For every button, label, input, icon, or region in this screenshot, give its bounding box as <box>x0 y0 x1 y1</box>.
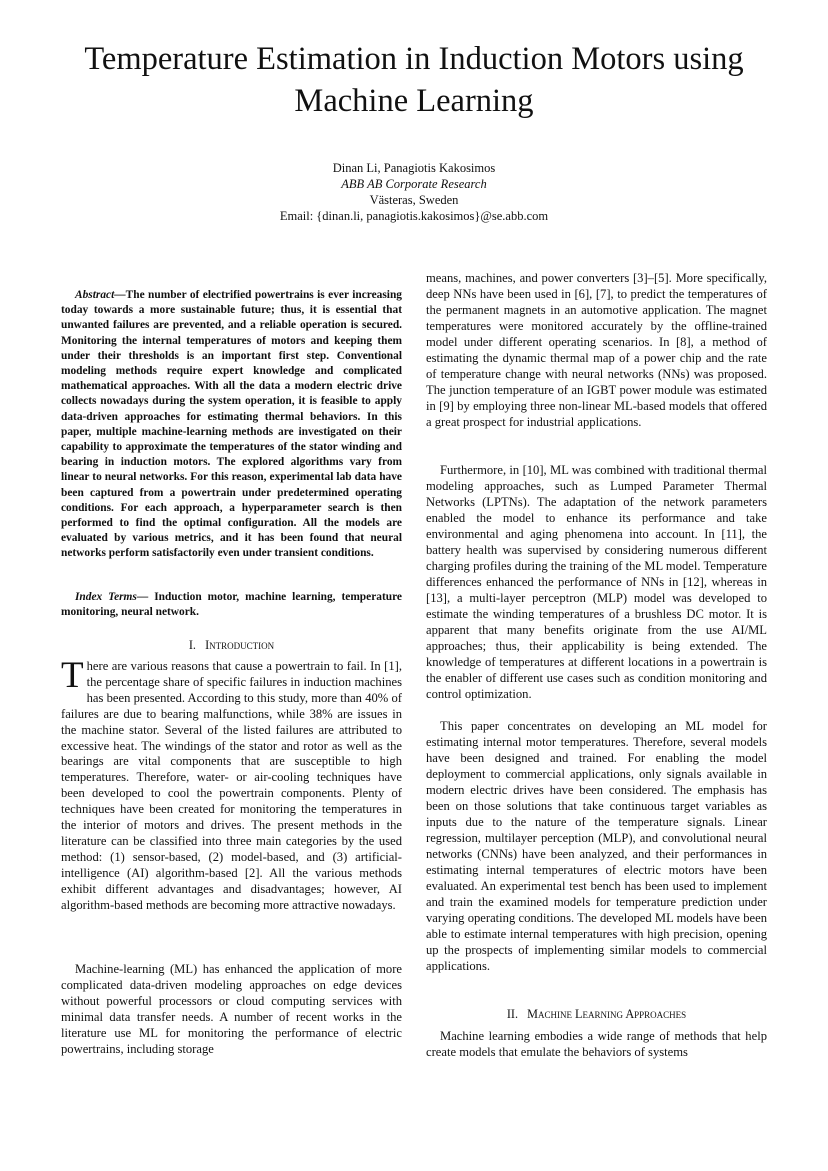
index-terms-text: Induction motor, machine learning, temperature monitoring, neural network. <box>61 591 402 619</box>
author-names: Dinan Li, Panagiotis Kakosimos <box>332 161 496 175</box>
section-number: II. <box>506 1007 518 1021</box>
section-number: I. <box>188 638 196 652</box>
section-title: Machine Learning Approaches <box>527 1007 687 1021</box>
abstract <box>61 288 402 562</box>
author-location: Västeras, Sweden <box>369 193 459 207</box>
index-terms-label: Index Terms— <box>75 591 149 603</box>
intro-paragraph-3: Furthermore, in [10], ML was combined with traditional thermal modeling approaches, such as Lumped Parameter Thermal Networks (LPTNs). The adaptation of the network parameters enabled the model to enhance its performance and take environmental and aging phenomena into account. In [11], the battery health was supervised by considering numerous different charging profiles during the training of the ML model. Temperature differences enhanced the performance of NNs in [12], whereas in [13], a multi-layer perceptron (MLP) model was developed to estimate the winding temperatures of a brushless DC motor. It is apparent that many benefits originate from the use AI/ML approaches; thus, their applicability is being extended. The knowledge of temperatures at different locations in a powertrain is the enabler of different use cases such as condition monitoring and control optimization. <box>426 463 767 701</box>
section-heading-introduction <box>61 637 402 653</box>
intro-paragraph-1 <box>61 655 402 914</box>
ml-paragraph-1: Machine learning embodies a wide range of methods that help create models that emulate the behaviors of systems <box>426 1029 767 1059</box>
section-title: Introduction <box>205 638 275 652</box>
intro-paragraph-1-text: here are various reasons that cause a powertrain to fail. In [1], the percentage share of specific failures in induction machines has been presented. According to this study, more than 40% of failures are due to bearing malfunctions, while 38% are issues in the machine stator. Several of the listed failures are attributed to excessive heat. The windings of the stator and rotor as well as the bearings are vital components that are susceptible to high temperatures. Therefore, water- or air-cooling techniques have been developed to cool the powertrain components. Plenty of techniques have been created for monitoring the temperatures in the interior of motors and drives. The present methods in the literature can be classified into three main categories by the used method: (1) sensor-based, (2) model-based, and (3) artificial-intelligence (AI) algorithm-based [2]. All the various methods exhibit different advantages and disadvantages; however, AI algorithm-based methods are becoming more attractive nowadays. <box>61 659 402 912</box>
author-affiliation: ABB AB Corporate Research <box>341 177 487 191</box>
author-block <box>200 160 628 224</box>
author-email: Email: {dinan.li, panagiotis.kakosimos}@se.abb.com <box>279 209 549 223</box>
abstract-label: Abstract— <box>75 289 126 301</box>
index-terms <box>61 590 402 620</box>
section-heading-ml-approaches <box>426 1006 767 1022</box>
abstract-text: The number of electrified powertrains is ever increasing today towards a more sustainable future; thus, it is essential that unwanted failures are prevented, and a reliable operation is secured. Monitoring the internal temperatures of motors and keeping them under their thresholds is an important first step. Conventional modeling methods require expert knowledge and complicated mathematical approaches. With all the data a modern electric drive collects nowadays during the system operation, it is feasible to apply data-driven approaches for estimating thermal behaviors. In this paper, multiple machine-learning methods are investigated on their capability to approximate the temperatures of the stator winding and bearing in induction motors. The explored algorithms vary from linear to neural networks. For this reason, experimental lab data have been captured from a powertrain under predetermined operating conditions. For each approach, a hyperparameter search is then performed to find the optimal configuration. All the models are evaluated by various metrics, and it has been found that neural networks perform satisfactorily even under transient conditions. <box>61 289 402 560</box>
drop-cap: T <box>61 655 84 696</box>
intro-paragraph-2: Machine-learning (ML) has enhanced the application of more complicated data-driven modeling approaches on edge devices without powerful processors or cloud computing services with minimal data transfer needs. A number of recent works in the literature use ML for monitoring the performance of electric powertrains, including storage <box>61 962 402 1056</box>
intro-paragraph-4: This paper concentrates on developing an ML model for estimating internal motor temperatures. Therefore, several models have been designed and trained. For enabling the model deployment to commercial applications, only signals available in modern electric drives have been considered. The emphasis has been on those solutions that take continuous target variables as inputs due to the nature of the temperature signals. Linear regression, multilayer perception (MLP), and convolutional neural networks (CNNs) have been analyzed, and their performances in estimating internal temperatures of electric motors have been evaluated. An experimental test bench has been used to implement and train the examined models for temperature prediction under varying operating conditions. The developed ML models have been able to estimate internal temperatures with high precision, opening up the prospects of implementing similar models to commercial applications. <box>426 719 767 973</box>
paper-title: Temperature Estimation in Induction Motors using Machine Learning <box>84 41 744 119</box>
intro-paragraph-2-continued: means, machines, and power converters [3]–[5]. More specifically, deep NNs have been used in [6], [7], to predict the temperatures of the permanent magnets in an automotive application. The magnet temperatures were monitored accurately by the offline-trained model under different operating scenarios. In [8], a method of estimating the dynamic thermal map of a power chip and the rate of temperature change with neural networks (NNs) was proposed. The junction temperature of an IGBT power module was estimated in [9] by employing three non-linear ML-based models that offered a great prospect for industrial applications. <box>426 271 767 429</box>
